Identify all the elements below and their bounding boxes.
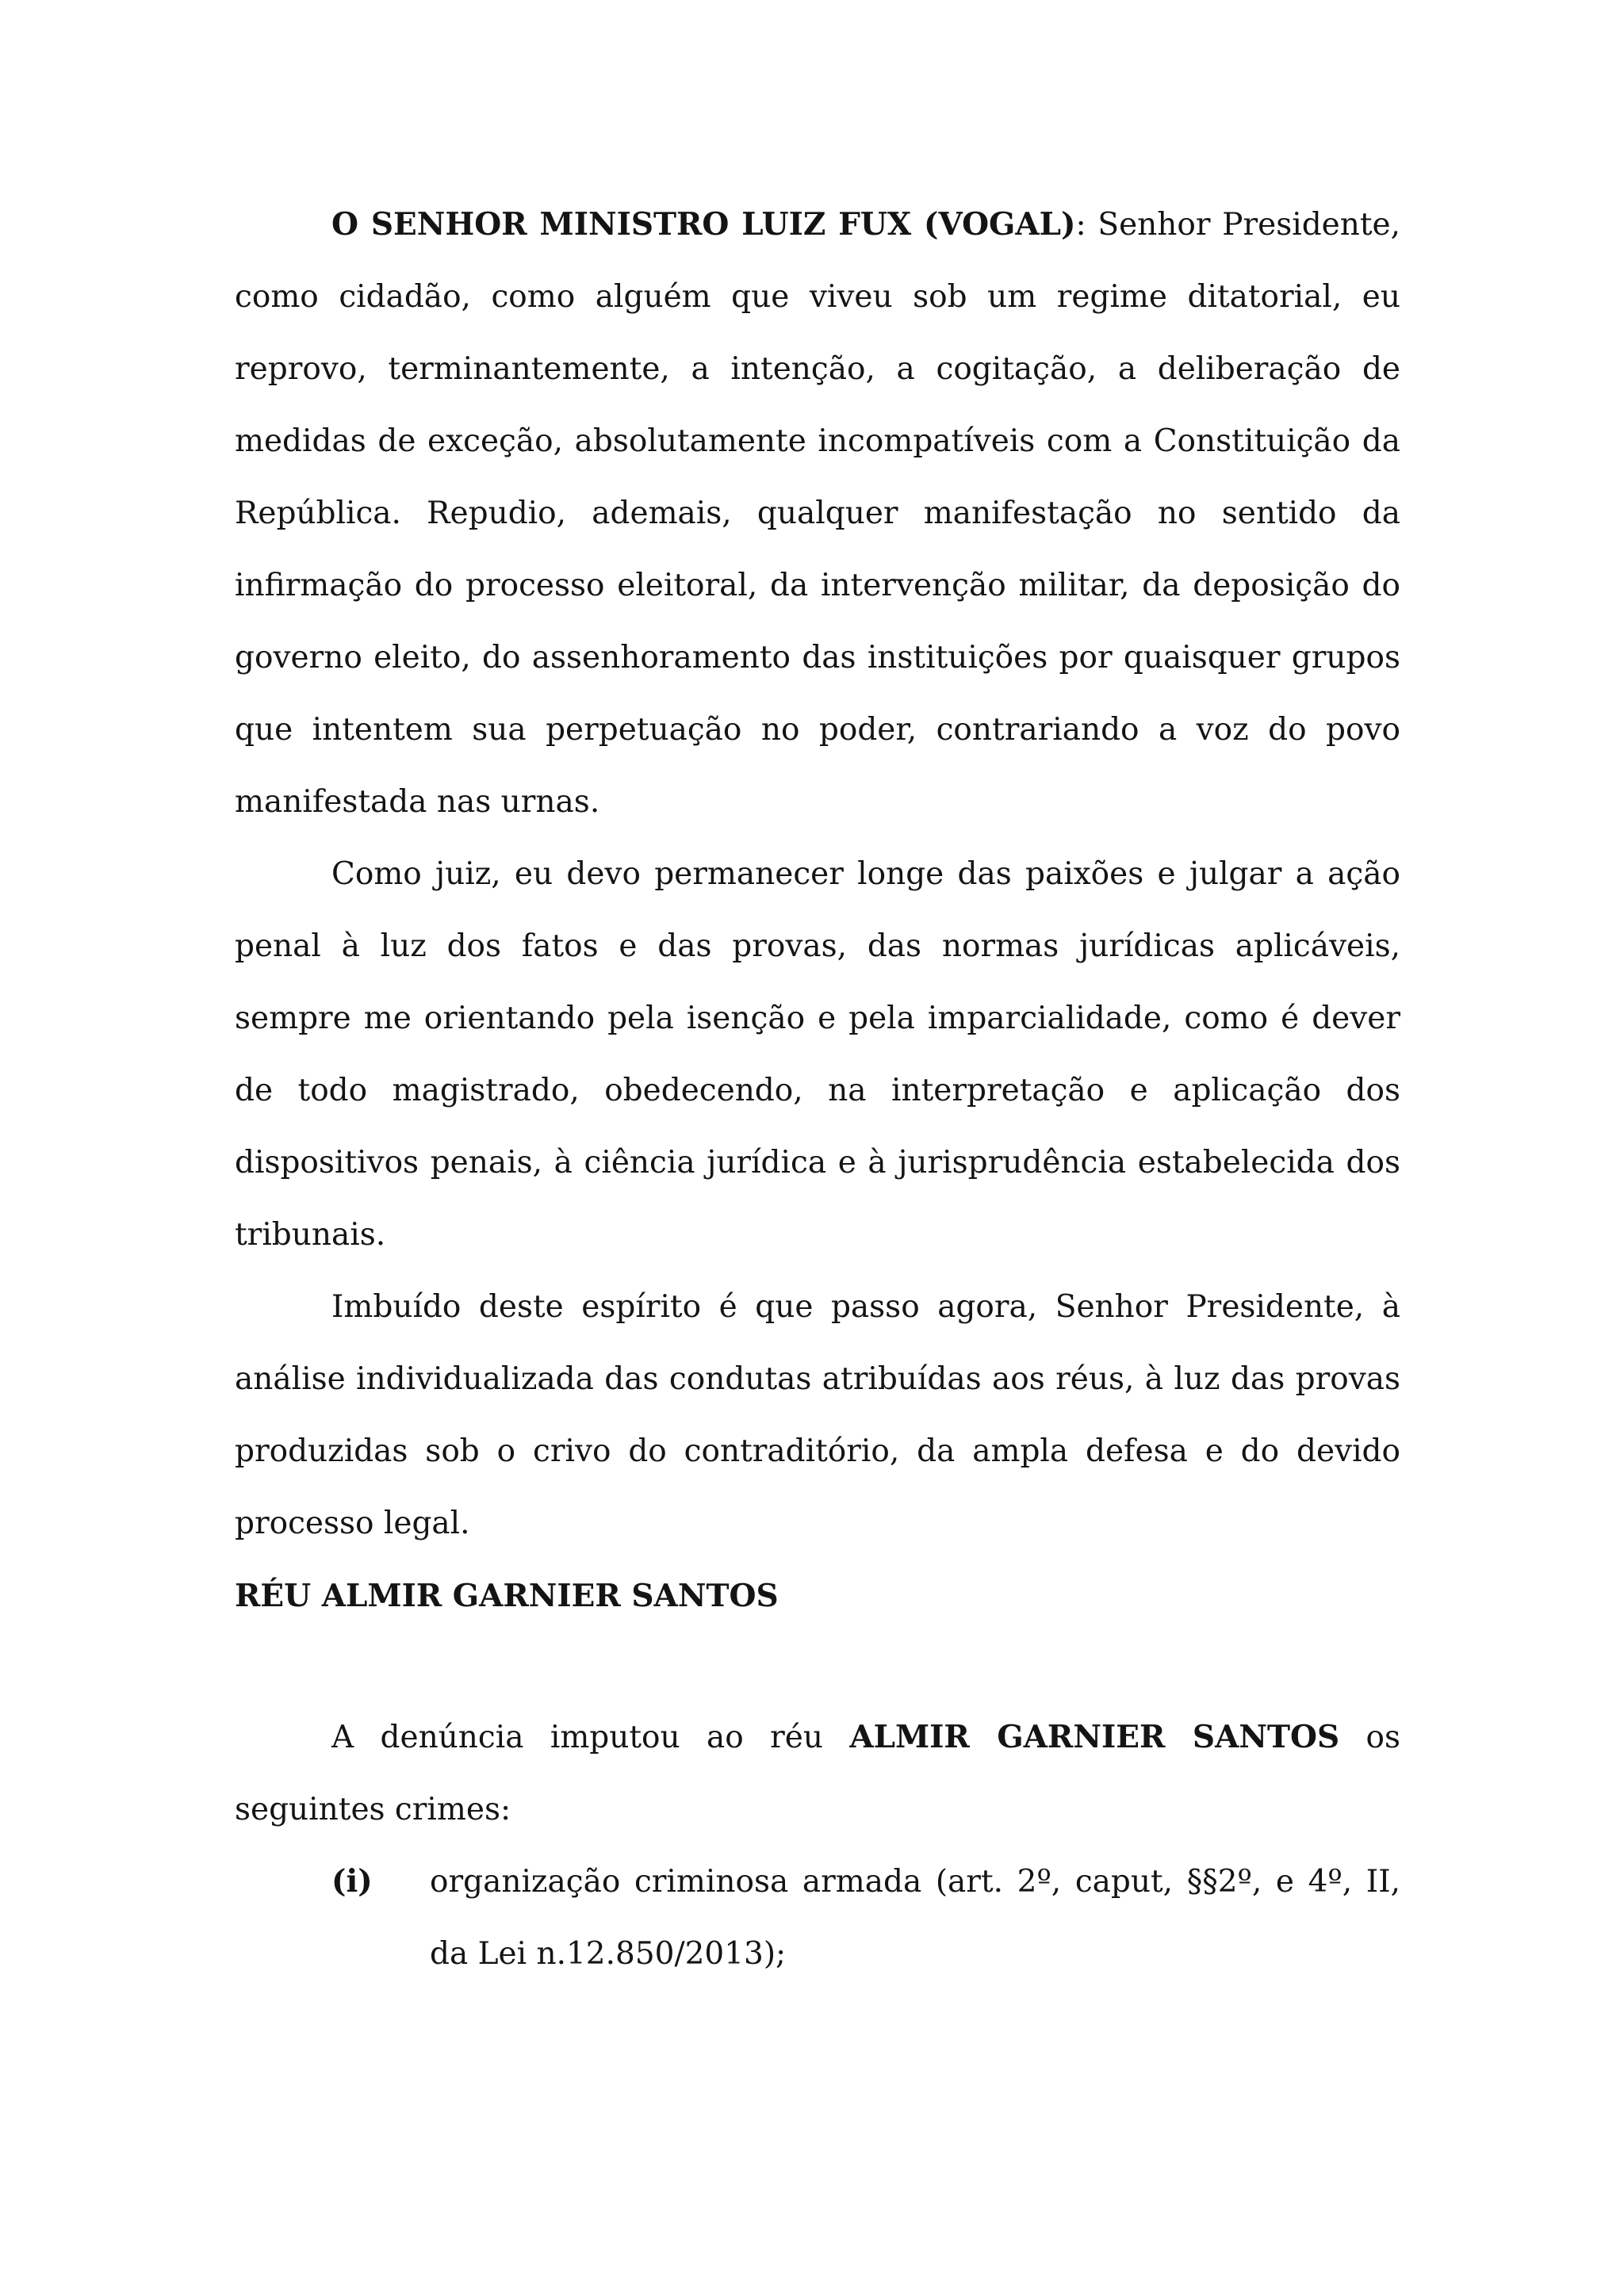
intro-text: : Senhor Presidente, como cidadão, como alguém que viveu sob um regime ditatorial, eu reprovo, terminantemente, a intenção, a cogitação, a deliberação de medidas de exceção, absolutamente incompatíveis com a Constituição da República. Repudio, ademais, qualquer manifestação no sentido da infirmação do processo eleitoral, da intervenção militar, da deposição do governo eleito, do assenhoramento das instituições por quaisquer grupos que intentem sua perpetuação no poder, contrariando a voz do povo manifestada nas urnas.: [235, 207, 1401, 820]
intro-paragraph: [235, 189, 1400, 838]
analysis-intro-paragraph: Imbuído deste espírito é que passo agora, Senhor Presidente, à análise individualizada das condutas atribuídas aos réus, à luz das provas produzidas sob o crivo do contraditório, da ampla defesa e do devido processo legal.: [235, 1289, 1400, 1541]
judge-duty-paragraph: Como juiz, eu devo permanecer longe das paixões e julgar a ação penal à luz dos fatos e das provas, das normas jurídicas aplicáveis, sempre me orientando pela isenção e pela imparcialidade, como é dever de todo magistrado, obedecendo, na interpretação e aplicação dos dispositivos penais, à ciência jurídica e à jurisprudência estabelecida dos tribunais.: [235, 856, 1400, 1253]
crime-description: organização criminosa armada (art. 2º, caput, §§2º, e 4º, II, da Lei n.12.850/2013);: [430, 1864, 1400, 1972]
speaker-name: O SENHOR MINISTRO LUIZ FUX (VOGAL): [331, 206, 1076, 243]
crime-item: [235, 1846, 1400, 1990]
accusation-lead: A denúncia imputou ao réu: [331, 1720, 850, 1755]
section-heading: RÉU ALMIR GARNIER SANTOS: [235, 1578, 779, 1614]
crime-marker: (i): [331, 1863, 373, 1900]
document-body: [235, 189, 1400, 1559]
crime-list: [235, 1846, 1400, 1990]
defendant-name: ALMIR GARNIER SANTOS: [849, 1719, 1340, 1755]
accusation-tail: os seguintes crimes:: [235, 1720, 1400, 1827]
accusation-paragraph: [235, 1701, 1400, 1846]
